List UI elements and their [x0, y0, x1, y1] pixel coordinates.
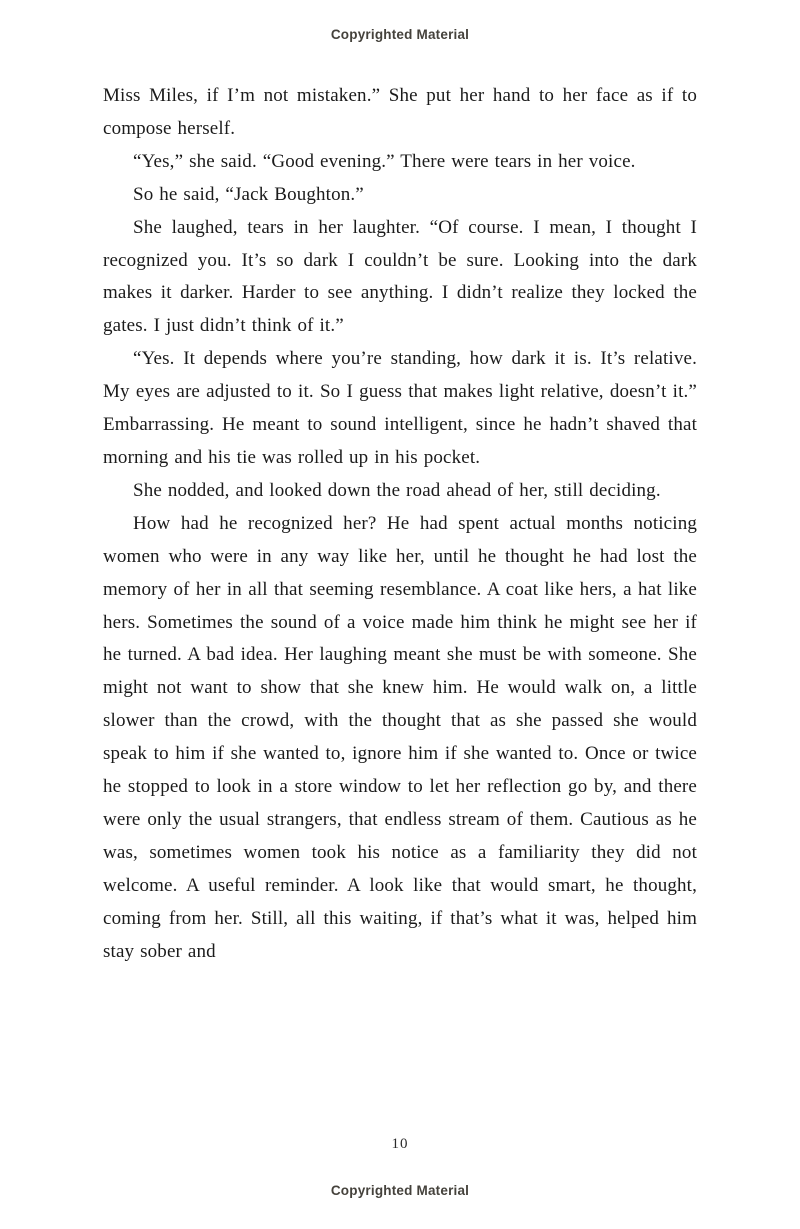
- paragraph: She laughed, tears in her laughter. “Of course. I mean, I thought I recognized you. It’s so dark I couldn’t be sure. Looking into the dark makes it darker. Harder to see anything. I didn’t realize they locked the gates. I just didn’t think of it.”: [103, 216, 697, 337]
- paragraph: How had he recognized her? He had spent actual months noticing women who were in any way like her, until he thought he had lost the memory of her in all that seeming resemblance. A coat like hers, a hat like hers. Sometimes the sound of a voice made him think he might see her if he turned. A bad idea. Her laughing meant she must be with someone. She might not want to show that she knew him. He would walk on, a little slower than the crowd, with the thought that as she passed she would speak to him if she wanted to, ignore him if she wanted to. Once or twice he stopped to look in a store window to let her reflection go by, and there were only the usual strangers, that endless stream of them. Cautious as he was, sometimes women took his notice as a familiarity they did not welcome. A useful reminder. A look like that would smart, he thought, coming from her. Still, all this waiting, if that’s what it was, helped him stay sober and: [103, 512, 697, 962]
- paragraph: “Yes,” she said. “Good evening.” There were tears in her voice.: [133, 150, 636, 172]
- paragraph: “Yes. It depends where you’re standing, how dark it is. It’s relative. My eyes are adjusted to it. So I guess that makes light relative, doesn’t it.” Embarrassing. He meant to sound intelligent, since he hadn’t shaved that morning and his tie was rolled up in his pocket.: [103, 348, 697, 468]
- copyright-notice-bottom: Copyrighted Material: [330, 1183, 470, 1198]
- paragraph: She nodded, and looked down the road ahead of her, still deciding.: [133, 479, 661, 501]
- copyright-notice-top: Copyrighted Material: [330, 27, 470, 42]
- page-body: [103, 80, 697, 968]
- paragraph: Miss Miles, if I’m not mistaken.” She put her hand to her face as if to compose herself.: [103, 85, 697, 139]
- page-number: 10: [391, 1136, 409, 1152]
- paragraph: So he said, “Jack Boughton.”: [133, 183, 364, 205]
